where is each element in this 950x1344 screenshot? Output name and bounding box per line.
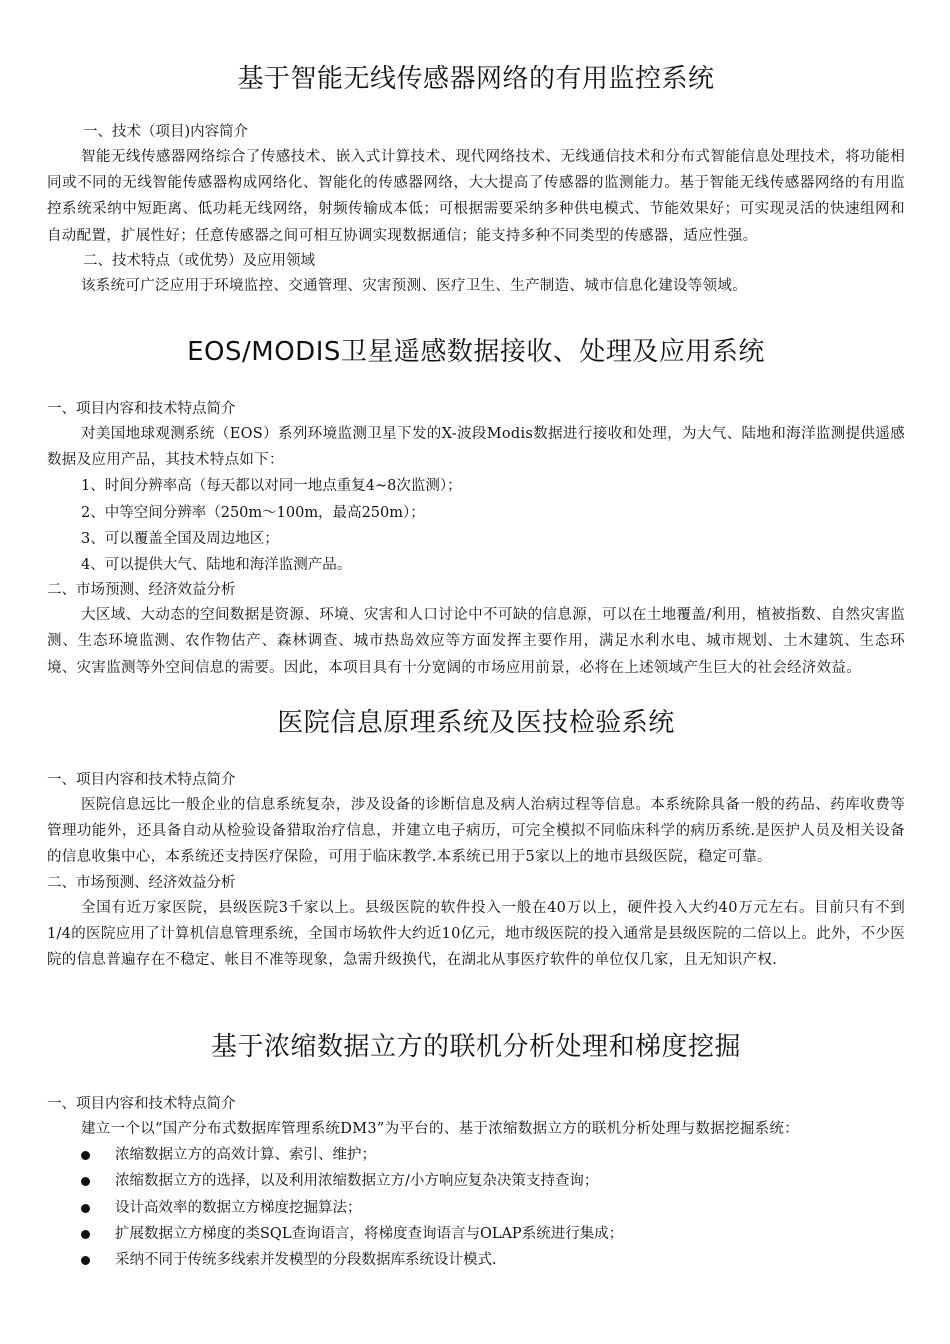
list-item: 2、中等空间分辨率（250m～100m，最高250m）； (81, 504, 425, 521)
section-heading: 二、市场预测、经济效益分析 (47, 582, 236, 599)
list-item-text: 浓缩数据立方的选择，以及利用浓缩数据立方/小方响应复杂决策支持查询； (115, 1173, 599, 1190)
list-item: 3、可以覆盖全国及周边地区； (81, 530, 279, 547)
bullet-icon (81, 1204, 90, 1213)
section-heading: 二、技术特点（或优势）及应用领域 (83, 252, 315, 269)
paragraph: 该系统可广泛应用于环境监控、交通管理、灾害预测、医疗卫生、生产制造、城市信息化建设等领域。 (81, 277, 747, 294)
section-heading: 一、项目内容和技术特点简介 (47, 772, 236, 788)
paragraph: 大区域、大动态的空间数据是资源、环境、灾害和人口讨论中不可缺的信息源，可以在土地覆盖/利用，植被指数、自然灾害监测、生态环境监测、农作物估产、森林调查、城市热岛效应等方面发挥主要作用，满足水利水电、城市规划、土木建筑、生态环境、灾害监测等外空间信息的需要。因此，本项目具有十分宽阔的市场应用前景，必将在上述领域产生巨大的社会经济效益。 (47, 607, 905, 676)
list-item (47, 1142, 905, 1168)
section-title: 基于智能无线传感器网络的有用监控系统 (237, 64, 715, 94)
paragraph: 对美国地球观测系统（EOS）系列环境监测卫星下发的X-波段Modis数据进行接收和处理，为大气、陆地和海洋监测提供遥感数据及应用产品，其技术特点如下： (47, 426, 905, 469)
list-item-text: 设计高效率的数据立方梯度挖掘算法； (115, 1199, 362, 1216)
paragraph: 全国有近万家医院，县级医院3千家以上。县级医院的软件投入一般在40万以上，硬件投入大约40万元左右。目前只有不到1/4的医院应用了计算机信息管理系统，全国市场软件大约近10亿元，地市级医院的投入通常是县级医院的二倍以上。此外，不少医院的信息普遍存在不稳定、帐目不准等现象，急需升级换代，在湖北从事医疗软件的单位仅几家，且无知识产权. (47, 899, 905, 969)
section-title: 基于浓缩数据立方的联机分析处理和梯度挖掘 (210, 1032, 741, 1062)
bullet-icon (81, 1230, 90, 1239)
paragraph: 智能无线传感器网络综合了传感技术、嵌入式计算技术、现代网络技术、无线通信技术和分布式智能信息处理技术，将功能相同或不同的无线智能传感器构成网络化、智能化的传感器网络，大大提高了传感器的监测能力。基于智能无线传感器网络的有用监控系统采纳中短距离、低功耗无线网络，射频传输成本低；可根据需要采纳多种供电模式、节能效果好；可实现灵活的快速组网和自动配置，扩展性好；任意传感器之间可相互协调实现数据通信；能支持多种不同类型的传感器，适应性强。 (47, 149, 905, 244)
section-heading: 二、市场预测、经济效益分析 (47, 874, 236, 891)
paragraph: 建立一个以“国产分布式数据库管理系统DM3”为平台的、基于浓缩数据立方的联机分析处理与数据挖掘系统： (81, 1121, 800, 1137)
list-item (47, 1195, 905, 1221)
list-item-text: 浓缩数据立方的高效计算、索引、维护； (115, 1147, 376, 1164)
list-item-text: 扩展数据立方梯度的类SQL查询语言，将梯度查询语言与OLAP系统进行集成； (115, 1225, 624, 1242)
bullet-icon (81, 1256, 90, 1265)
section-title: 医院信息原理系统及医技检验系统 (277, 708, 675, 738)
section-heading: 一、技术（项目)内容简介 (83, 124, 249, 140)
section-title: EOS/MODIS卫星遥感数据接收、处理及应用系统 (187, 337, 765, 367)
section-data-cube (47, 1030, 905, 1273)
section-wireless-sensor (47, 62, 905, 299)
list-item (47, 1247, 905, 1273)
list-item: 4、可以提供大气、陆地和海洋监测产品。 (81, 557, 352, 574)
section-eos-modis (47, 335, 905, 681)
paragraph: 医院信息远比一般企业的信息系统复杂，涉及设备的诊断信息及病人治病过程等信息。本系统除具备一般的药品、药库收费等管理功能外，还具备自动从检验设备猎取治疗信息，并建立电子病历，可完全模拟不同临床科学的病历系统.是医护人员及相关设备的信息收集中心，本系统还支持医疗保险，可用于临床教学.本系统已用于5家以上的地市县级医院，稳定可靠。 (47, 797, 905, 866)
section-heading: 一、项目内容和技术特点简介 (47, 401, 236, 417)
bullet-list (47, 1142, 905, 1273)
section-hospital-info (47, 706, 905, 973)
list-item (47, 1168, 905, 1194)
list-item: 1、时间分辨率高（每天都以对同一地点重复4~8次监测）； (81, 478, 462, 495)
bullet-icon (81, 1177, 90, 1186)
section-heading: 一、项目内容和技术特点简介 (47, 1096, 236, 1112)
bullet-icon (81, 1151, 90, 1160)
list-item (47, 1221, 905, 1247)
list-item-text: 采纳不同于传统多线索并发模型的分段数据库系统设计模式. (115, 1252, 497, 1269)
